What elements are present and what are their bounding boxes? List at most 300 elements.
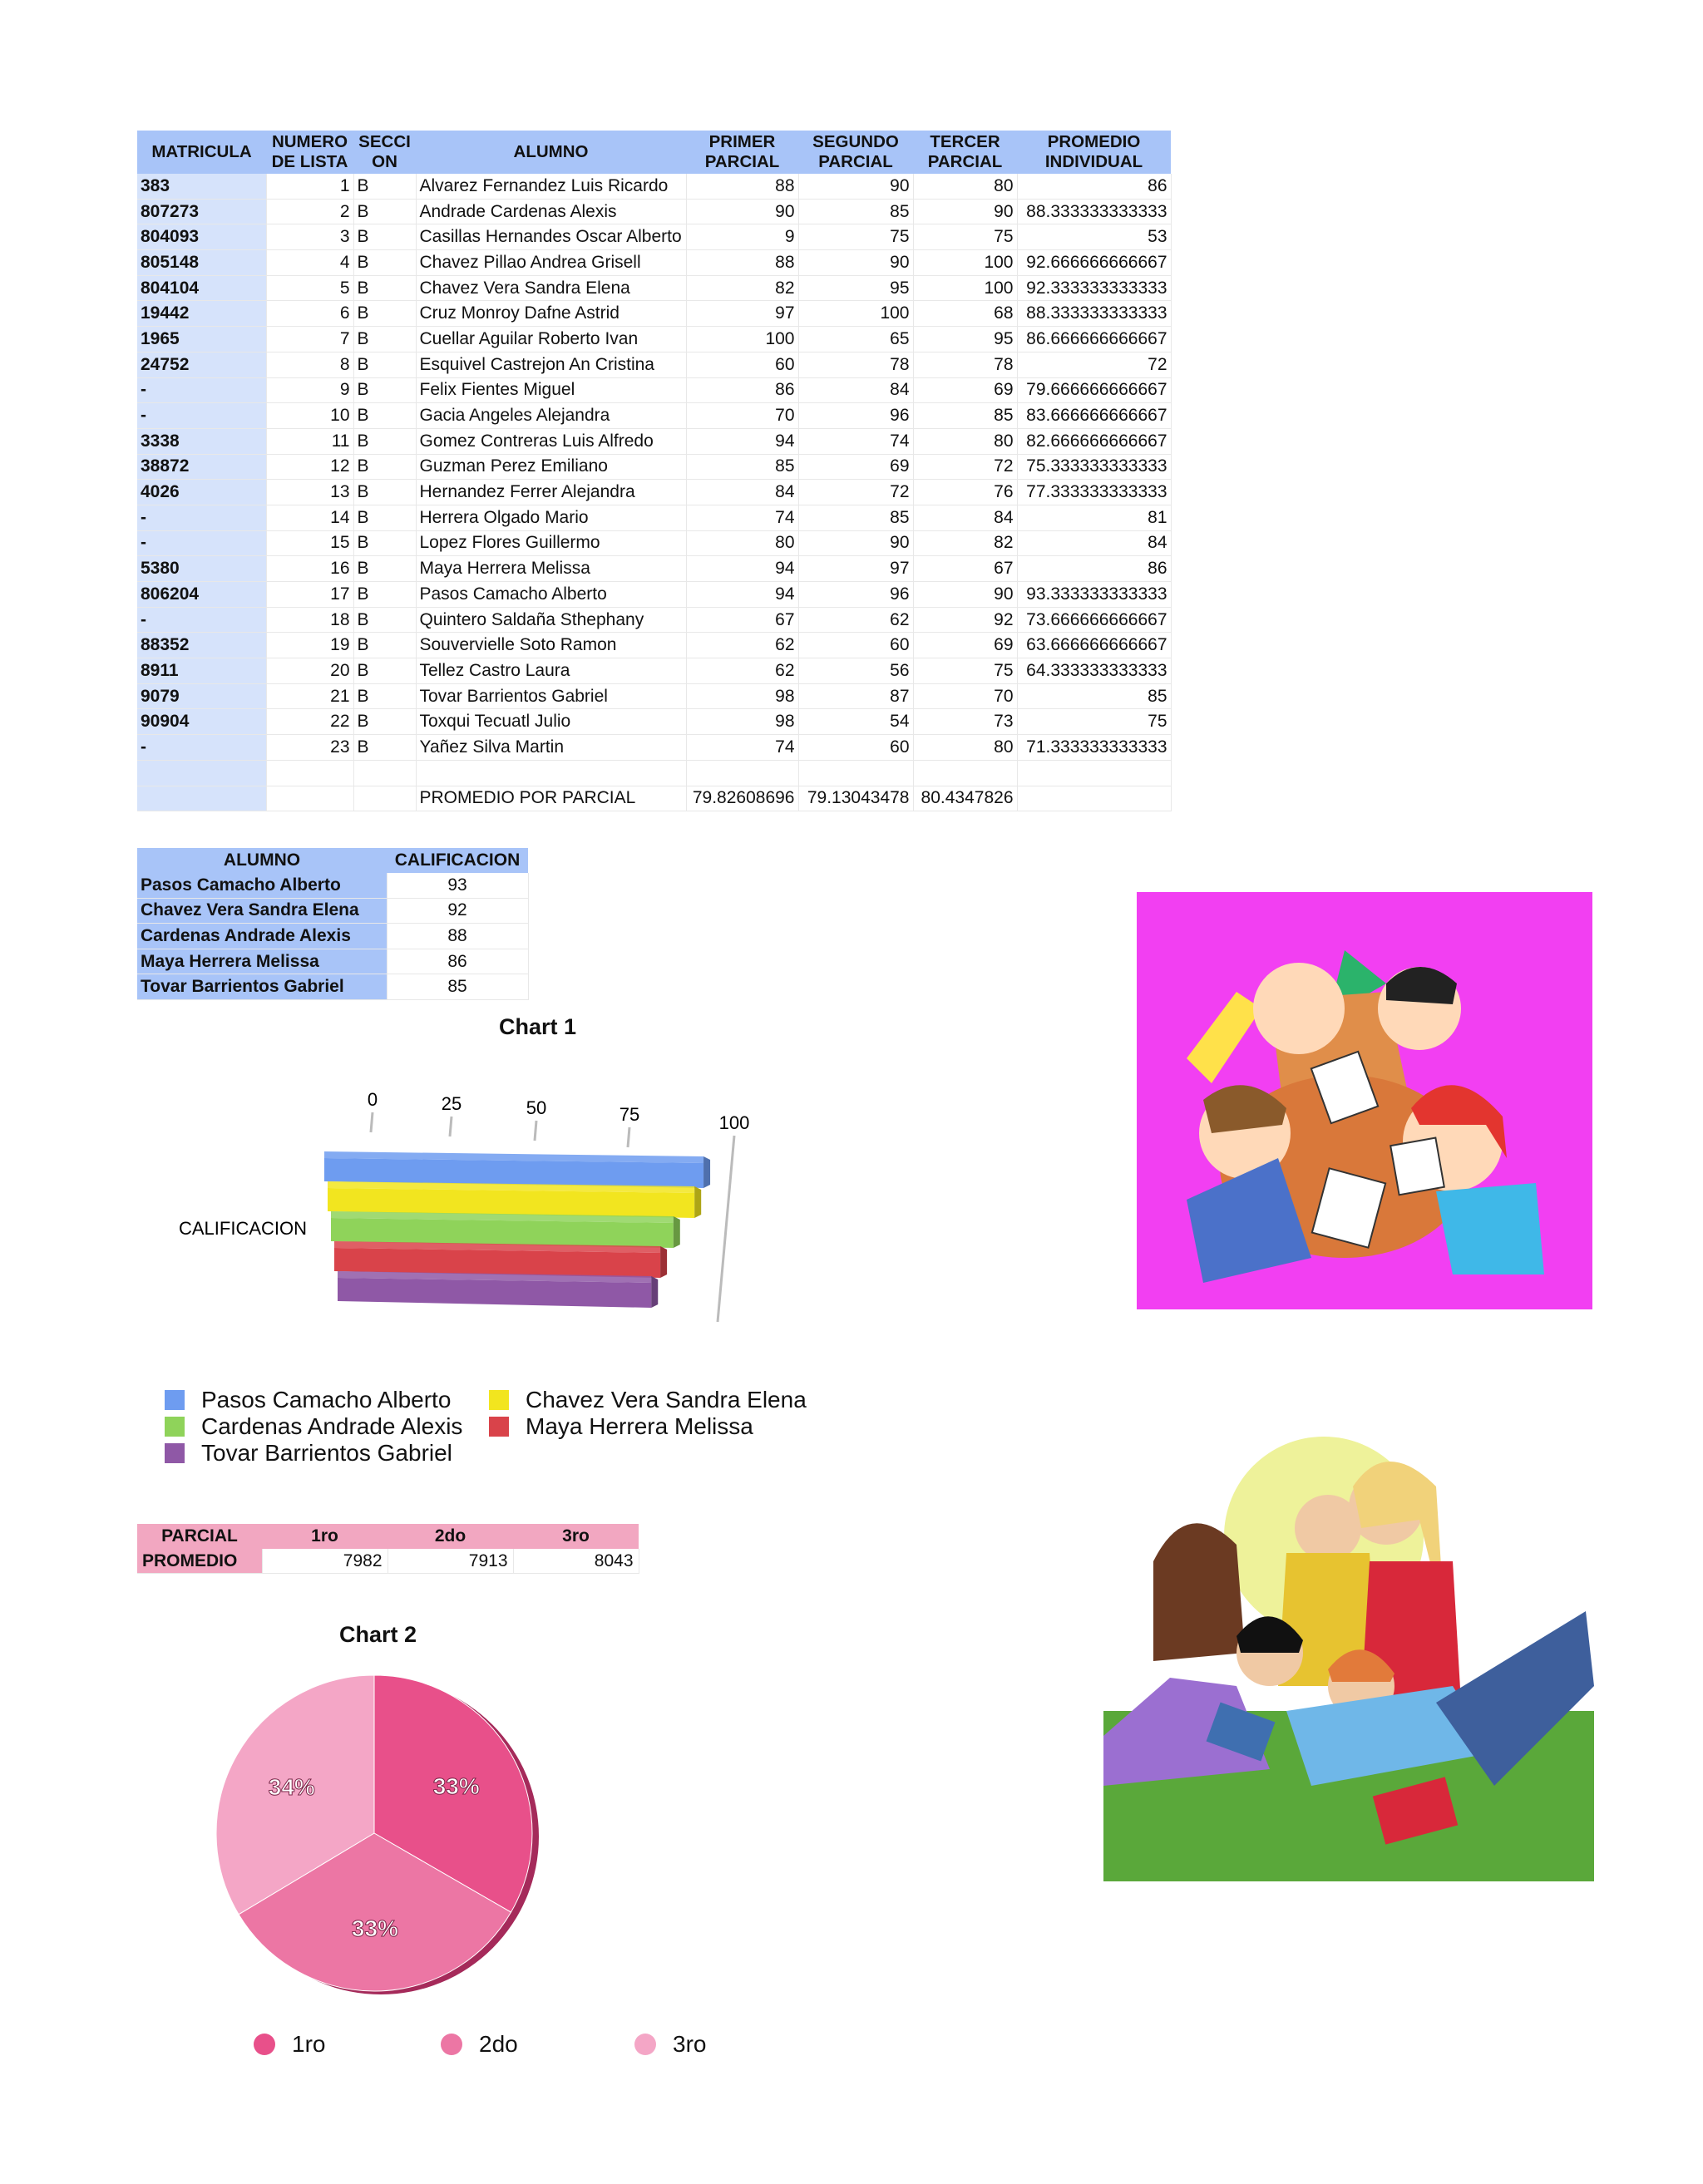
cell-alumno: Toxqui Tecuatl Julio: [416, 709, 686, 735]
header-matricula: MATRICULA: [137, 131, 266, 174]
chart1-gridline: [718, 1136, 734, 1322]
legend-dot: [441, 2034, 462, 2055]
cell-promedio-individual: 84: [1017, 530, 1171, 556]
cell-numero-lista: 2: [266, 199, 353, 224]
table-row: [137, 683, 1171, 709]
legend-label: Pasos Camacho Alberto: [201, 1387, 452, 1412]
chart2-pie-chart: [216, 1671, 565, 2020]
cell-alumno: Yañez Silva Martin: [416, 735, 686, 761]
cell-promedio-individual: 77.333333333333: [1017, 480, 1171, 505]
cell-tercer-parcial: 90: [913, 199, 1017, 224]
cell-segundo-parcial: 84: [798, 377, 913, 403]
header-numero-lista: NUMERO DE LISTA: [266, 131, 353, 174]
chart1-tick-label: 100: [718, 1112, 750, 1133]
cell-segundo-parcial: 60: [798, 633, 913, 658]
cell-numero-lista: 15: [266, 530, 353, 556]
chart2-legend-item: [441, 2031, 518, 2058]
legend-dot: [634, 2034, 656, 2055]
chart2-slice-label: 33%: [351, 1915, 398, 1941]
cell-tercer-parcial: 92: [913, 607, 1017, 633]
cell-tercer-parcial: 68: [913, 301, 1017, 327]
cell-primer-parcial: 97: [686, 301, 798, 327]
cell-numero-lista: 1: [266, 174, 353, 199]
header-primer-parcial: PRIMER PARCIAL: [686, 131, 798, 174]
cell-numero-lista: 19: [266, 633, 353, 658]
cell-promedio-individual: 82.666666666667: [1017, 428, 1171, 454]
cell-seccion: B: [353, 403, 416, 429]
cell-seccion: B: [353, 301, 416, 327]
cell-empty: [416, 760, 686, 786]
student-name: Chavez Vera Sandra Elena: [137, 898, 387, 924]
cell-empty: [686, 760, 798, 786]
cell-promedio-individual: 63.666666666667: [1017, 633, 1171, 658]
summary-value: 79.13043478: [798, 786, 913, 811]
cell-segundo-parcial: 90: [798, 530, 913, 556]
cell-seccion: B: [353, 582, 416, 608]
table-row: [137, 428, 1171, 454]
cell-tercer-parcial: 90: [913, 582, 1017, 608]
cell-numero-lista: 17: [266, 582, 353, 608]
chart1-legend-item: [165, 1387, 451, 1413]
cell-tercer-parcial: 70: [913, 683, 1017, 709]
cell-tercer-parcial: 75: [913, 658, 1017, 684]
cell-matricula: 24752: [137, 352, 266, 377]
cell-promedio-individual: 86: [1017, 556, 1171, 582]
cell-primer-parcial: 90: [686, 199, 798, 224]
cell-numero-lista: 11: [266, 428, 353, 454]
cell-alumno: Chavez Vera Sandra Elena: [416, 275, 686, 301]
cell-primer-parcial: 84: [686, 480, 798, 505]
student-grade: 93: [387, 873, 528, 898]
legend-label: Maya Herrera Melissa: [526, 1413, 753, 1439]
cell-seccion: B: [353, 607, 416, 633]
list-item: [137, 924, 528, 949]
cell-alumno: Felix Fientes Miguel: [416, 377, 686, 403]
cell-promedio-individual: 73.666666666667: [1017, 607, 1171, 633]
cell-alumno: Maya Herrera Melissa: [416, 556, 686, 582]
cell-numero-lista: 16: [266, 556, 353, 582]
legend-label: 3ro: [673, 2031, 707, 2057]
cell-promedio-individual: 71.333333333333: [1017, 735, 1171, 761]
cell-alumno: Andrade Cardenas Alexis: [416, 199, 686, 224]
summary-value: 80.4347826: [913, 786, 1017, 811]
cell-matricula: 9079: [137, 683, 266, 709]
grades-table: [137, 131, 1172, 811]
cell-tercer-parcial: 67: [913, 556, 1017, 582]
parcial-table: [137, 1524, 639, 1574]
table-row: [137, 275, 1171, 301]
chart1-tick-label: 0: [367, 1089, 378, 1110]
cell-seccion: B: [353, 250, 416, 276]
header-alumno: ALUMNO: [416, 131, 686, 174]
cell-numero-lista: 14: [266, 505, 353, 530]
cell-tercer-parcial: 82: [913, 530, 1017, 556]
cell-empty: [798, 760, 913, 786]
header-seccion: SECCI ON: [353, 131, 416, 174]
cell-segundo-parcial: 90: [798, 250, 913, 276]
cell-numero-lista: 12: [266, 454, 353, 480]
cell-primer-parcial: 88: [686, 174, 798, 199]
cell-alumno: Guzman Perez Emiliano: [416, 454, 686, 480]
cell-alumno: Esquivel Castrejon An Cristina: [416, 352, 686, 377]
legend-label: Chavez Vera Sandra Elena: [526, 1387, 807, 1412]
cell-seccion: B: [353, 658, 416, 684]
table-row: [137, 582, 1171, 608]
cell-segundo-parcial: 72: [798, 480, 913, 505]
cell-primer-parcial: 94: [686, 428, 798, 454]
cell-alumno: Tellez Castro Laura: [416, 658, 686, 684]
table-row: [137, 530, 1171, 556]
legend-label: Tovar Barrientos Gabriel: [201, 1440, 452, 1466]
cell-tercer-parcial: 85: [913, 403, 1017, 429]
table-row: [137, 658, 1171, 684]
cell-seccion: B: [353, 633, 416, 658]
cell-primer-parcial: 85: [686, 454, 798, 480]
top-students-table: [137, 848, 529, 1000]
cell-promedio-individual: 85: [1017, 683, 1171, 709]
cell-segundo-parcial: 62: [798, 607, 913, 633]
cell-matricula: -: [137, 735, 266, 761]
cell-empty: [353, 786, 416, 811]
table-row: [137, 327, 1171, 352]
list-item: [137, 898, 528, 924]
chart1-legend-item: [489, 1413, 753, 1440]
legend-swatch: [489, 1390, 509, 1410]
cell-matricula: 88352: [137, 633, 266, 658]
table-row: [137, 301, 1171, 327]
cell-primer-parcial: 74: [686, 735, 798, 761]
cell-numero-lista: 22: [266, 709, 353, 735]
cell-tercer-parcial: 73: [913, 709, 1017, 735]
cell-numero-lista: 5: [266, 275, 353, 301]
cell-matricula: 90904: [137, 709, 266, 735]
cell-matricula: 1965: [137, 327, 266, 352]
cell-segundo-parcial: 69: [798, 454, 913, 480]
cell-alumno: Chavez Pillao Andrea Grisell: [416, 250, 686, 276]
chart1-title: Chart 1: [499, 1014, 577, 1039]
cell-segundo-parcial: 96: [798, 403, 913, 429]
cell-promedio-individual: 53: [1017, 224, 1171, 250]
student-name: Maya Herrera Melissa: [137, 949, 387, 974]
cell-numero-lista: 7: [266, 327, 353, 352]
cell-matricula: -: [137, 505, 266, 530]
chart1-tick-label: 50: [526, 1097, 547, 1118]
promedio-label: PROMEDIO: [137, 1549, 262, 1574]
header-2do: 2do: [387, 1524, 513, 1549]
cell-matricula: 804093: [137, 224, 266, 250]
cell-matricula: 5380: [137, 556, 266, 582]
grades-header-row: [137, 131, 1171, 174]
chart1-gridline: [450, 1117, 452, 1136]
kids-reading-illustration: [1137, 892, 1592, 1309]
chart1-gridline: [535, 1121, 536, 1141]
summary-label: PROMEDIO POR PARCIAL: [416, 786, 686, 811]
chart2-legend-item: [254, 2031, 325, 2058]
cell-matricula: 383: [137, 174, 266, 199]
legend-label: Cardenas Andrade Alexis: [201, 1413, 463, 1439]
cell-promedio-individual: 92.666666666667: [1017, 250, 1171, 276]
header-parcial: PARCIAL: [137, 1524, 262, 1549]
cell-segundo-parcial: 100: [798, 301, 913, 327]
cell-primer-parcial: 74: [686, 505, 798, 530]
cell-promedio-individual: 86: [1017, 174, 1171, 199]
cell-tercer-parcial: 84: [913, 505, 1017, 530]
cell-matricula: 806204: [137, 582, 266, 608]
cell-empty: [137, 786, 266, 811]
chart2-slice-label: 34%: [268, 1773, 315, 1800]
top-students-header-row: [137, 848, 528, 873]
cell-matricula: -: [137, 377, 266, 403]
table-row: [137, 454, 1171, 480]
chart2-slice-label: 33%: [432, 1773, 480, 1800]
chart1-legend-item: [165, 1413, 462, 1440]
cell-promedio-individual: 72: [1017, 352, 1171, 377]
cell-alumno: Gomez Contreras Luis Alfredo: [416, 428, 686, 454]
student-name: Tovar Barrientos Gabriel: [137, 974, 387, 1000]
cell-primer-parcial: 94: [686, 582, 798, 608]
table-row: [137, 735, 1171, 761]
cell-empty: [266, 786, 353, 811]
cell-primer-parcial: 62: [686, 633, 798, 658]
cell-numero-lista: 4: [266, 250, 353, 276]
chart1-bar-chart: [166, 1081, 798, 1363]
cell-promedio-individual: 86.666666666667: [1017, 327, 1171, 352]
table-row: [137, 250, 1171, 276]
cell-seccion: B: [353, 428, 416, 454]
cell-primer-parcial: 88: [686, 250, 798, 276]
chart1-legend-item: [489, 1387, 807, 1413]
chart1-tick-label: 25: [441, 1093, 462, 1114]
cell-promedio-individual: 75: [1017, 709, 1171, 735]
chart1-gridline: [628, 1127, 629, 1147]
cell-tercer-parcial: 78: [913, 352, 1017, 377]
cell-numero-lista: 21: [266, 683, 353, 709]
cell-segundo-parcial: 56: [798, 658, 913, 684]
cell-segundo-parcial: 60: [798, 735, 913, 761]
table-row: [137, 633, 1171, 658]
student-grade: 88: [387, 924, 528, 949]
summary-row: [137, 786, 1171, 811]
cell-primer-parcial: 98: [686, 709, 798, 735]
cell-alumno: Pasos Camacho Alberto: [416, 582, 686, 608]
cell-tercer-parcial: 69: [913, 633, 1017, 658]
legend-swatch: [165, 1390, 185, 1410]
cell-segundo-parcial: 90: [798, 174, 913, 199]
cell-alumno: Cruz Monroy Dafne Astrid: [416, 301, 686, 327]
cell-numero-lista: 6: [266, 301, 353, 327]
list-item: [137, 873, 528, 898]
table-row: [137, 556, 1171, 582]
cell-numero-lista: 23: [266, 735, 353, 761]
cell-alumno: Cuellar Aguilar Roberto Ivan: [416, 327, 686, 352]
header-calificacion: CALIFICACION: [387, 848, 528, 873]
friends-on-grass-illustration: [1103, 1437, 1594, 1881]
cell-tercer-parcial: 80: [913, 174, 1017, 199]
cell-primer-parcial: 82: [686, 275, 798, 301]
header-1ro: 1ro: [262, 1524, 387, 1549]
cell-alumno: Alvarez Fernandez Luis Ricardo: [416, 174, 686, 199]
cell-primer-parcial: 86: [686, 377, 798, 403]
cell-seccion: B: [353, 480, 416, 505]
cell-tercer-parcial: 100: [913, 250, 1017, 276]
cell-seccion: B: [353, 709, 416, 735]
table-row: [137, 377, 1171, 403]
cell-tercer-parcial: 80: [913, 735, 1017, 761]
cell-seccion: B: [353, 454, 416, 480]
cell-promedio-individual: 83.666666666667: [1017, 403, 1171, 429]
promedio-2do: 7913: [387, 1549, 513, 1574]
cell-numero-lista: 20: [266, 658, 353, 684]
cell-segundo-parcial: 54: [798, 709, 913, 735]
cell-numero-lista: 9: [266, 377, 353, 403]
table-row: [137, 403, 1171, 429]
header-3ro: 3ro: [513, 1524, 639, 1549]
chart1-bar: [338, 1271, 658, 1308]
cell-seccion: B: [353, 505, 416, 530]
cell-primer-parcial: 9: [686, 224, 798, 250]
cell-matricula: -: [137, 403, 266, 429]
cell-promedio-individual: 81: [1017, 505, 1171, 530]
cell-tercer-parcial: 100: [913, 275, 1017, 301]
cell-tercer-parcial: 95: [913, 327, 1017, 352]
cell-matricula: -: [137, 607, 266, 633]
cell-segundo-parcial: 75: [798, 224, 913, 250]
cell-primer-parcial: 94: [686, 556, 798, 582]
parcial-promedio-row: [137, 1549, 639, 1574]
legend-label: 2do: [479, 2031, 518, 2057]
cell-tercer-parcial: 75: [913, 224, 1017, 250]
legend-swatch: [165, 1443, 185, 1463]
cell-empty: [353, 760, 416, 786]
chart2-title: Chart 2: [339, 1622, 417, 1647]
cell-matricula: 804104: [137, 275, 266, 301]
cell-promedio-individual: 92.333333333333: [1017, 275, 1171, 301]
cell-numero-lista: 8: [266, 352, 353, 377]
cell-promedio-individual: 75.333333333333: [1017, 454, 1171, 480]
student-grade: 92: [387, 898, 528, 924]
cell-empty: [1017, 786, 1171, 811]
cell-numero-lista: 3: [266, 224, 353, 250]
cell-numero-lista: 10: [266, 403, 353, 429]
cell-seccion: B: [353, 199, 416, 224]
table-row: [137, 505, 1171, 530]
cell-segundo-parcial: 97: [798, 556, 913, 582]
chart1-tick-label: 75: [619, 1104, 640, 1125]
cell-segundo-parcial: 87: [798, 683, 913, 709]
parcial-header-row: [137, 1524, 639, 1549]
cell-numero-lista: 18: [266, 607, 353, 633]
cell-primer-parcial: 80: [686, 530, 798, 556]
list-item: [137, 974, 528, 1000]
cell-alumno: Quintero Saldaña Sthephany: [416, 607, 686, 633]
promedio-1ro: 7982: [262, 1549, 387, 1574]
cell-primer-parcial: 70: [686, 403, 798, 429]
chart1-gridline: [371, 1112, 373, 1132]
cell-segundo-parcial: 85: [798, 505, 913, 530]
table-row: [137, 352, 1171, 377]
student-name: Cardenas Andrade Alexis: [137, 924, 387, 949]
summary-value: 79.82608696: [686, 786, 798, 811]
cell-alumno: Tovar Barrientos Gabriel: [416, 683, 686, 709]
cell-promedio-individual: 93.333333333333: [1017, 582, 1171, 608]
cell-primer-parcial: 60: [686, 352, 798, 377]
legend-dot: [254, 2034, 275, 2055]
chart2-legend-item: [634, 2031, 706, 2058]
cell-primer-parcial: 100: [686, 327, 798, 352]
cell-empty: [913, 760, 1017, 786]
cell-matricula: 38872: [137, 454, 266, 480]
chart1-legend-item: [165, 1440, 452, 1467]
cell-matricula: 8911: [137, 658, 266, 684]
student-grade: 86: [387, 949, 528, 974]
cell-tercer-parcial: 69: [913, 377, 1017, 403]
cell-seccion: B: [353, 174, 416, 199]
student-name: Pasos Camacho Alberto: [137, 873, 387, 898]
table-row: [137, 480, 1171, 505]
legend-swatch: [489, 1417, 509, 1437]
cell-segundo-parcial: 95: [798, 275, 913, 301]
cell-seccion: B: [353, 556, 416, 582]
cell-segundo-parcial: 96: [798, 582, 913, 608]
list-item: [137, 949, 528, 974]
cell-empty: [1017, 760, 1171, 786]
cell-seccion: B: [353, 735, 416, 761]
table-row: [137, 199, 1171, 224]
cell-promedio-individual: 88.333333333333: [1017, 199, 1171, 224]
legend-swatch: [165, 1417, 185, 1437]
cell-seccion: B: [353, 377, 416, 403]
promedio-3ro: 8043: [513, 1549, 639, 1574]
cell-seccion: B: [353, 530, 416, 556]
legend-label: 1ro: [292, 2031, 326, 2057]
cell-matricula: 19442: [137, 301, 266, 327]
cell-matricula: 807273: [137, 199, 266, 224]
table-row: [137, 709, 1171, 735]
cell-empty: [266, 760, 353, 786]
blank-row: [137, 760, 1171, 786]
cell-segundo-parcial: 74: [798, 428, 913, 454]
cell-matricula: -: [137, 530, 266, 556]
cell-alumno: Casillas Hernandes Oscar Alberto: [416, 224, 686, 250]
cell-tercer-parcial: 72: [913, 454, 1017, 480]
cell-matricula: 4026: [137, 480, 266, 505]
table-row: [137, 174, 1171, 199]
cell-alumno: Gacia Angeles Alejandra: [416, 403, 686, 429]
cell-promedio-individual: 79.666666666667: [1017, 377, 1171, 403]
student-grade: 85: [387, 974, 528, 1000]
cell-seccion: B: [353, 224, 416, 250]
header-tercer-parcial: TERCER PARCIAL: [913, 131, 1017, 174]
cell-primer-parcial: 67: [686, 607, 798, 633]
header-alumno: ALUMNO: [137, 848, 387, 873]
cell-seccion: B: [353, 683, 416, 709]
cell-seccion: B: [353, 275, 416, 301]
cell-promedio-individual: 88.333333333333: [1017, 301, 1171, 327]
table-row: [137, 607, 1171, 633]
cell-tercer-parcial: 80: [913, 428, 1017, 454]
cell-matricula: 805148: [137, 250, 266, 276]
header-promedio-individual: PROMEDIO INDIVIDUAL: [1017, 131, 1171, 174]
cell-seccion: B: [353, 352, 416, 377]
cell-alumno: Lopez Flores Guillermo: [416, 530, 686, 556]
cell-segundo-parcial: 78: [798, 352, 913, 377]
cell-alumno: Hernandez Ferrer Alejandra: [416, 480, 686, 505]
cell-promedio-individual: 64.333333333333: [1017, 658, 1171, 684]
cell-segundo-parcial: 65: [798, 327, 913, 352]
cell-tercer-parcial: 76: [913, 480, 1017, 505]
header-segundo-parcial: SEGUNDO PARCIAL: [798, 131, 913, 174]
cell-seccion: B: [353, 327, 416, 352]
